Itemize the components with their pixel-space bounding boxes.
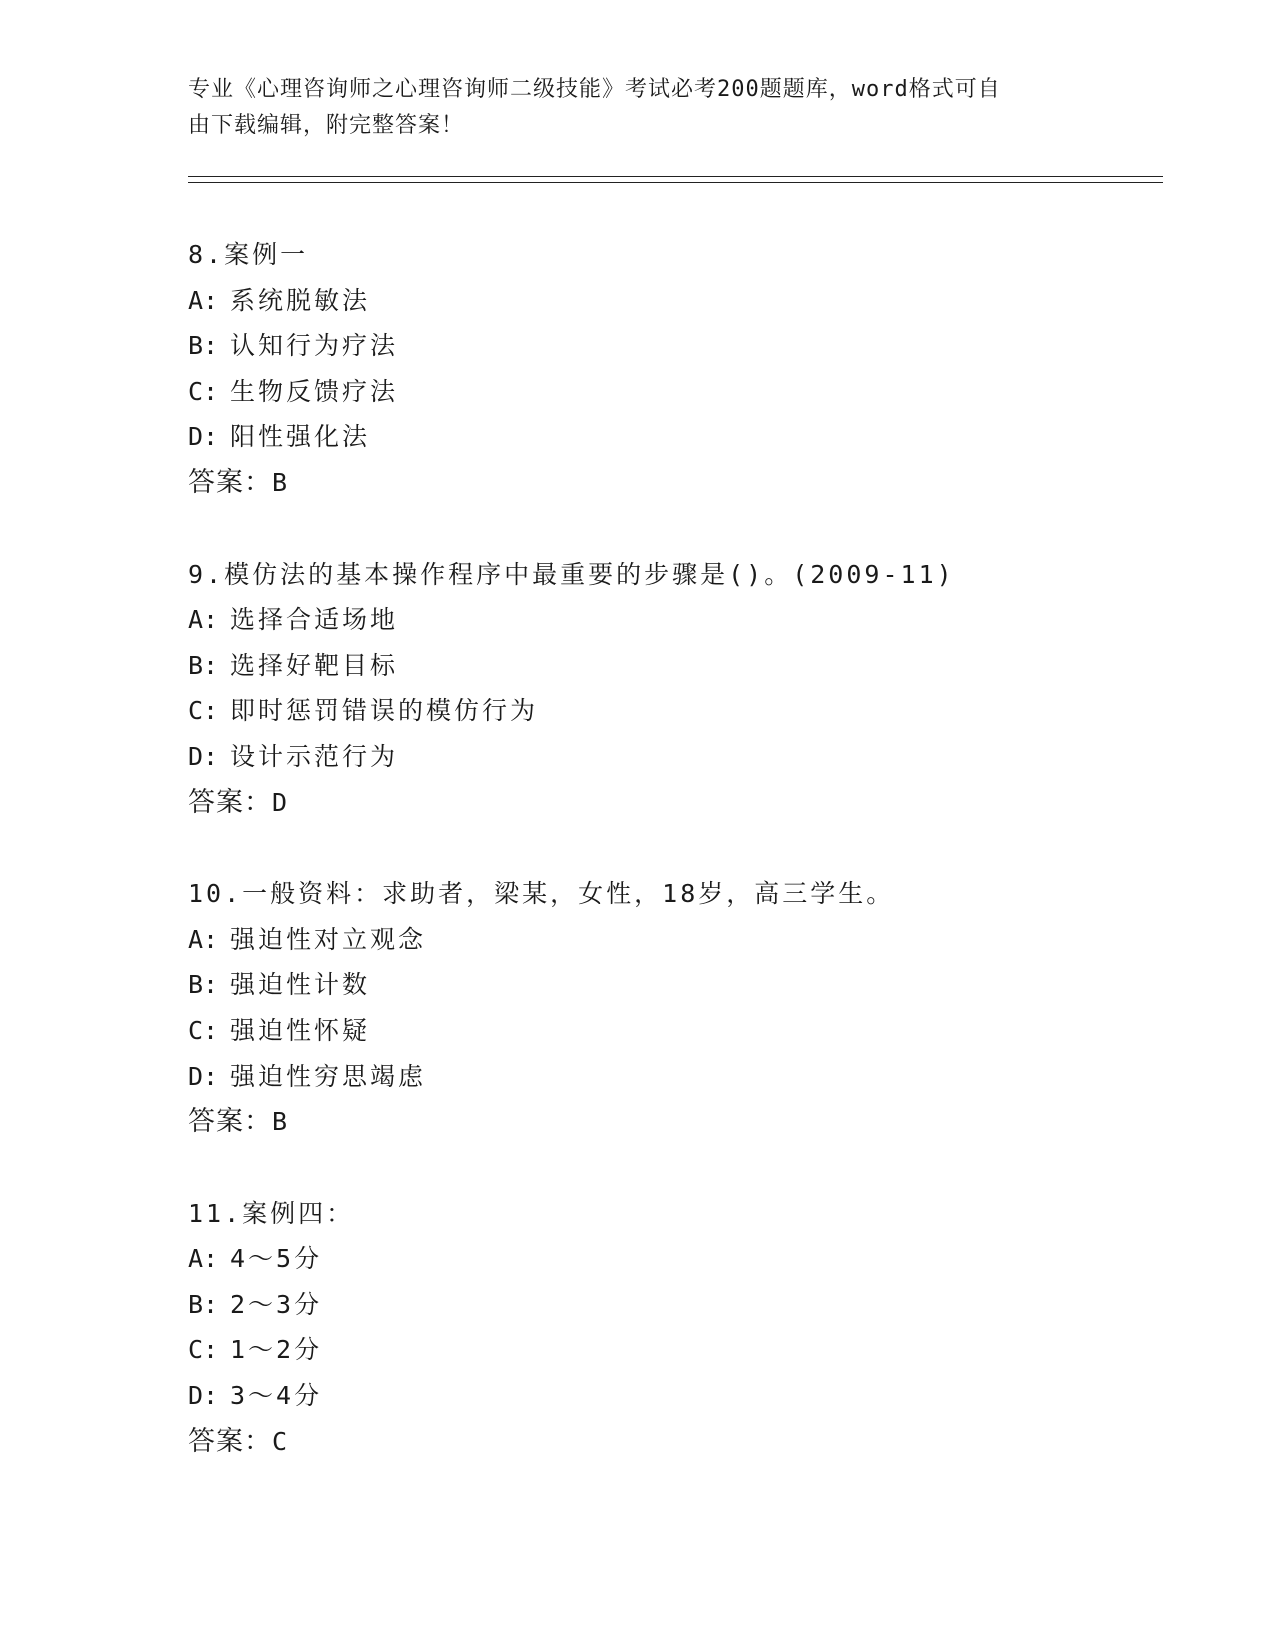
option-b [188, 323, 1168, 369]
option-text: 设计示范行为 [230, 741, 399, 771]
option-text: 1～2分 [230, 1335, 323, 1365]
answer-label: 答案： [188, 466, 272, 498]
option-text: 即时惩罚错误的模仿行为 [230, 696, 539, 726]
option-letter: A: [188, 924, 219, 954]
option-letter: A: [188, 1244, 219, 1274]
option-letter: A: [188, 605, 219, 635]
answer-value: D [272, 787, 289, 817]
option-b [188, 643, 1168, 689]
question-10 [188, 871, 1168, 1145]
option-a [188, 917, 1168, 963]
option-a [188, 278, 1168, 324]
option-letter: C: [188, 696, 219, 726]
answer-label: 答案： [188, 1425, 272, 1457]
answer-label: 答案： [188, 786, 272, 818]
option-c [188, 1327, 1168, 1373]
option-text: 强迫性计数 [230, 970, 371, 1000]
answer [188, 1419, 1168, 1465]
option-c [188, 688, 1168, 734]
option-letter: D: [188, 422, 219, 452]
option-text: 强迫性穷思竭虑 [230, 1061, 427, 1091]
option-letter: D: [188, 1061, 219, 1091]
option-text: 强迫性怀疑 [230, 1015, 371, 1045]
question-list [188, 232, 1168, 1510]
answer [188, 1099, 1168, 1145]
option-d [188, 1054, 1168, 1100]
question-title: 8.案例一 [188, 240, 309, 269]
intro-line-2: 由下载编辑，附完整答案！ [188, 113, 465, 138]
option-a [188, 1236, 1168, 1282]
option-letter: C: [188, 1015, 219, 1045]
option-text: 2～3分 [230, 1289, 323, 1319]
option-b [188, 1282, 1168, 1328]
question-title: 10.一般资料：求助者，梁某，女性，18岁，高三学生。 [188, 879, 895, 909]
option-text: 系统脱敏法 [230, 285, 371, 315]
header-divider-bottom [188, 182, 1163, 183]
question-title: 11.案例四： [188, 1198, 355, 1228]
option-letter: B: [188, 970, 219, 1000]
option-letter: C: [188, 376, 219, 406]
option-letter: A: [188, 285, 219, 315]
option-text: 4～5分 [230, 1244, 323, 1274]
option-letter: B: [188, 1289, 219, 1319]
option-text: 选择好靶目标 [230, 650, 399, 680]
option-text: 强迫性对立观念 [230, 924, 427, 954]
answer [188, 460, 1168, 506]
answer [188, 780, 1168, 826]
option-text: 选择合适场地 [230, 605, 399, 635]
answer-label: 答案： [188, 1106, 272, 1138]
option-d [188, 1373, 1168, 1419]
document-intro [188, 72, 1088, 144]
option-letter: D: [188, 741, 219, 771]
answer-value: C [272, 1426, 289, 1456]
option-b [188, 962, 1168, 1008]
option-text: 生物反馈疗法 [230, 376, 399, 406]
option-letter: B: [188, 650, 219, 680]
header-divider-top [188, 176, 1163, 177]
question-11 [188, 1191, 1168, 1465]
option-c [188, 1008, 1168, 1054]
option-c [188, 369, 1168, 415]
option-letter: D: [188, 1381, 219, 1411]
option-text: 3～4分 [230, 1381, 323, 1411]
option-text: 阳性强化法 [230, 422, 371, 452]
question-9 [188, 552, 1168, 826]
option-a [188, 597, 1168, 643]
option-text: 认知行为疗法 [230, 331, 399, 361]
option-d [188, 414, 1168, 460]
option-d [188, 734, 1168, 780]
intro-line-1: 专业《心理咨询师之心理咨询师二级技能》考试必考200题题库，word格式可自 [188, 77, 1001, 102]
question-title: 9.模仿法的基本操作程序中最重要的步骤是()。(2009-11) [188, 559, 955, 589]
option-letter: B: [188, 331, 219, 361]
answer-value: B [272, 467, 289, 497]
answer-value: B [272, 1107, 289, 1137]
option-letter: C: [188, 1335, 219, 1365]
question-8 [188, 232, 1168, 506]
